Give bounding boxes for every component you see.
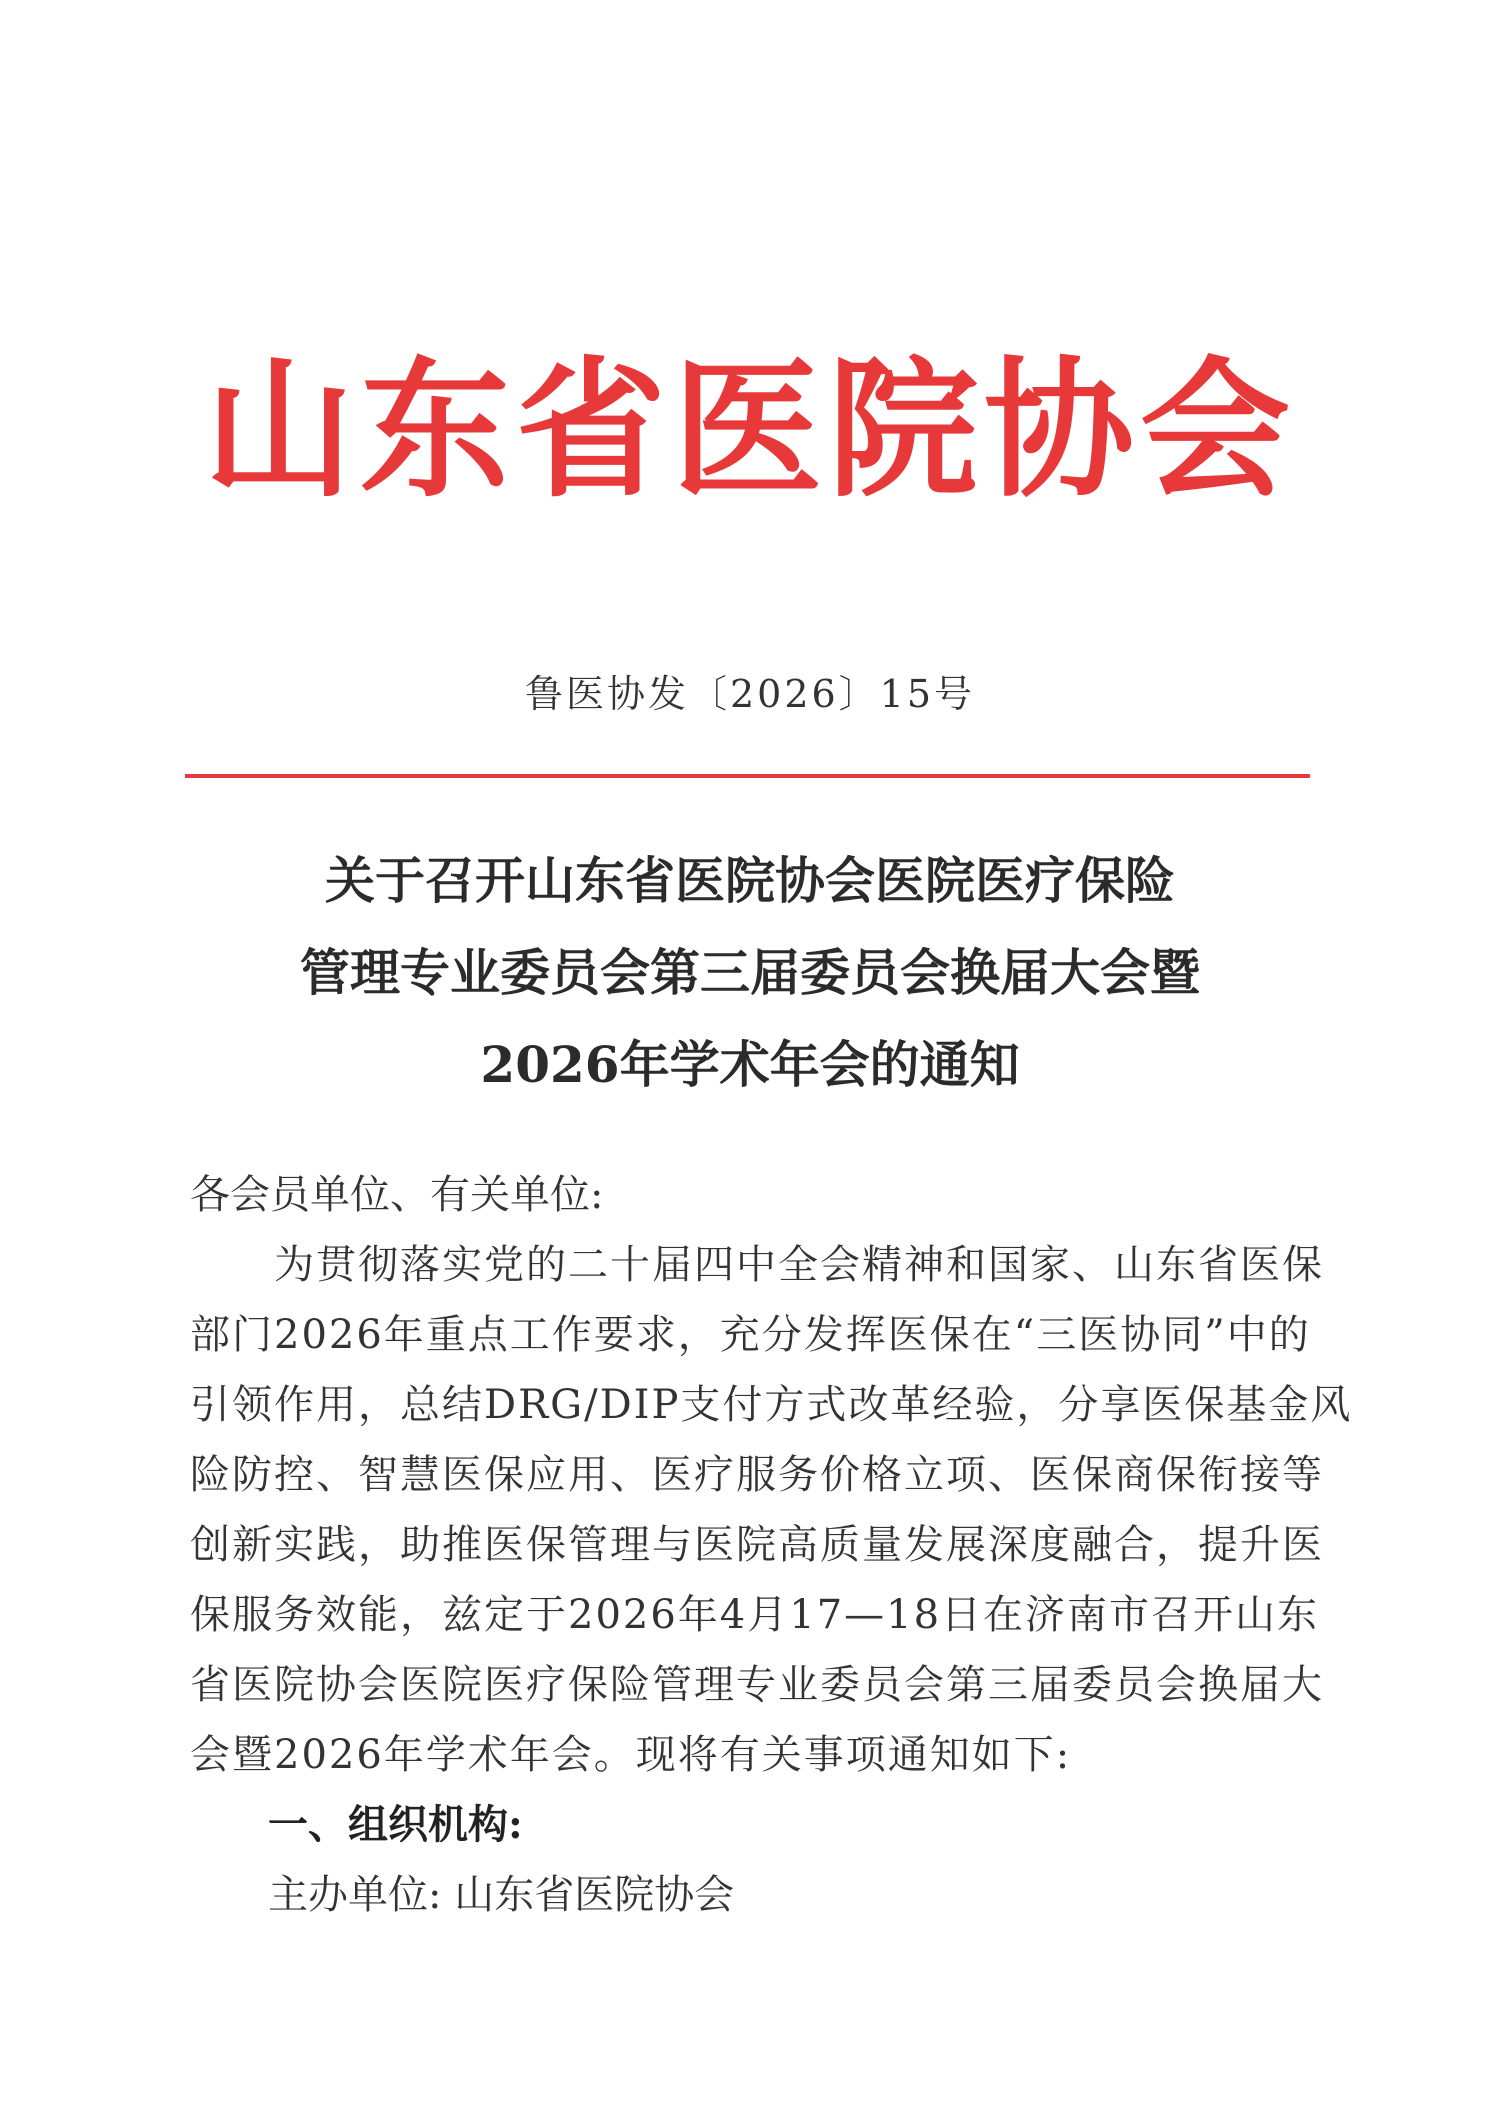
title-line-2: 管理专业委员会第三届委员会换届大会暨 [300, 943, 1200, 1002]
paragraph-line: 省医院协会医院医疗保险管理专业委员会第三届委员会换届大 [190, 1662, 1324, 1708]
paragraph-line: 保服务效能，兹定于2026年4月17—18日在济南市召开山东 [190, 1592, 1320, 1638]
red-divider-line [185, 774, 1310, 778]
paragraph-line: 险防控、智慧医保应用、医疗服务价格立项、医保商保衔接等 [190, 1452, 1324, 1498]
body-paragraph [190, 1230, 1353, 1790]
issuing-organization-header: 山东省医院协会 [203, 342, 1296, 518]
title-line-1: 关于召开山东省医院协会医院医疗保险 [325, 851, 1175, 910]
title-line-3: 2026年学术年会的通知 [480, 1035, 1020, 1094]
section-heading-organization: 一、组织机构: [268, 1801, 523, 1848]
paragraph-line: 部门2026年重点工作要求，充分发挥医保在“三医协同”中的 [190, 1312, 1311, 1358]
paragraph-line: 为贯彻落实党的二十届四中全会精神和国家、山东省医保 [190, 1242, 1324, 1288]
salutation: 各会员单位、有关单位: [190, 1172, 604, 1218]
organizer-line: 主办单位: 山东省医院协会 [268, 1872, 735, 1918]
paragraph-line: 会暨2026年学术年会。现将有关事项通知如下: [190, 1732, 1072, 1778]
notice-title [150, 835, 1350, 1111]
paragraph-line: 引领作用，总结DRG/DIP支付方式改革经验，分享医保基金风 [190, 1382, 1353, 1428]
paragraph-line: 创新实践，助推医保管理与医院高质量发展深度融合，提升医 [190, 1522, 1324, 1568]
document-number: 鲁医协发〔2026〕15号 [524, 672, 976, 716]
